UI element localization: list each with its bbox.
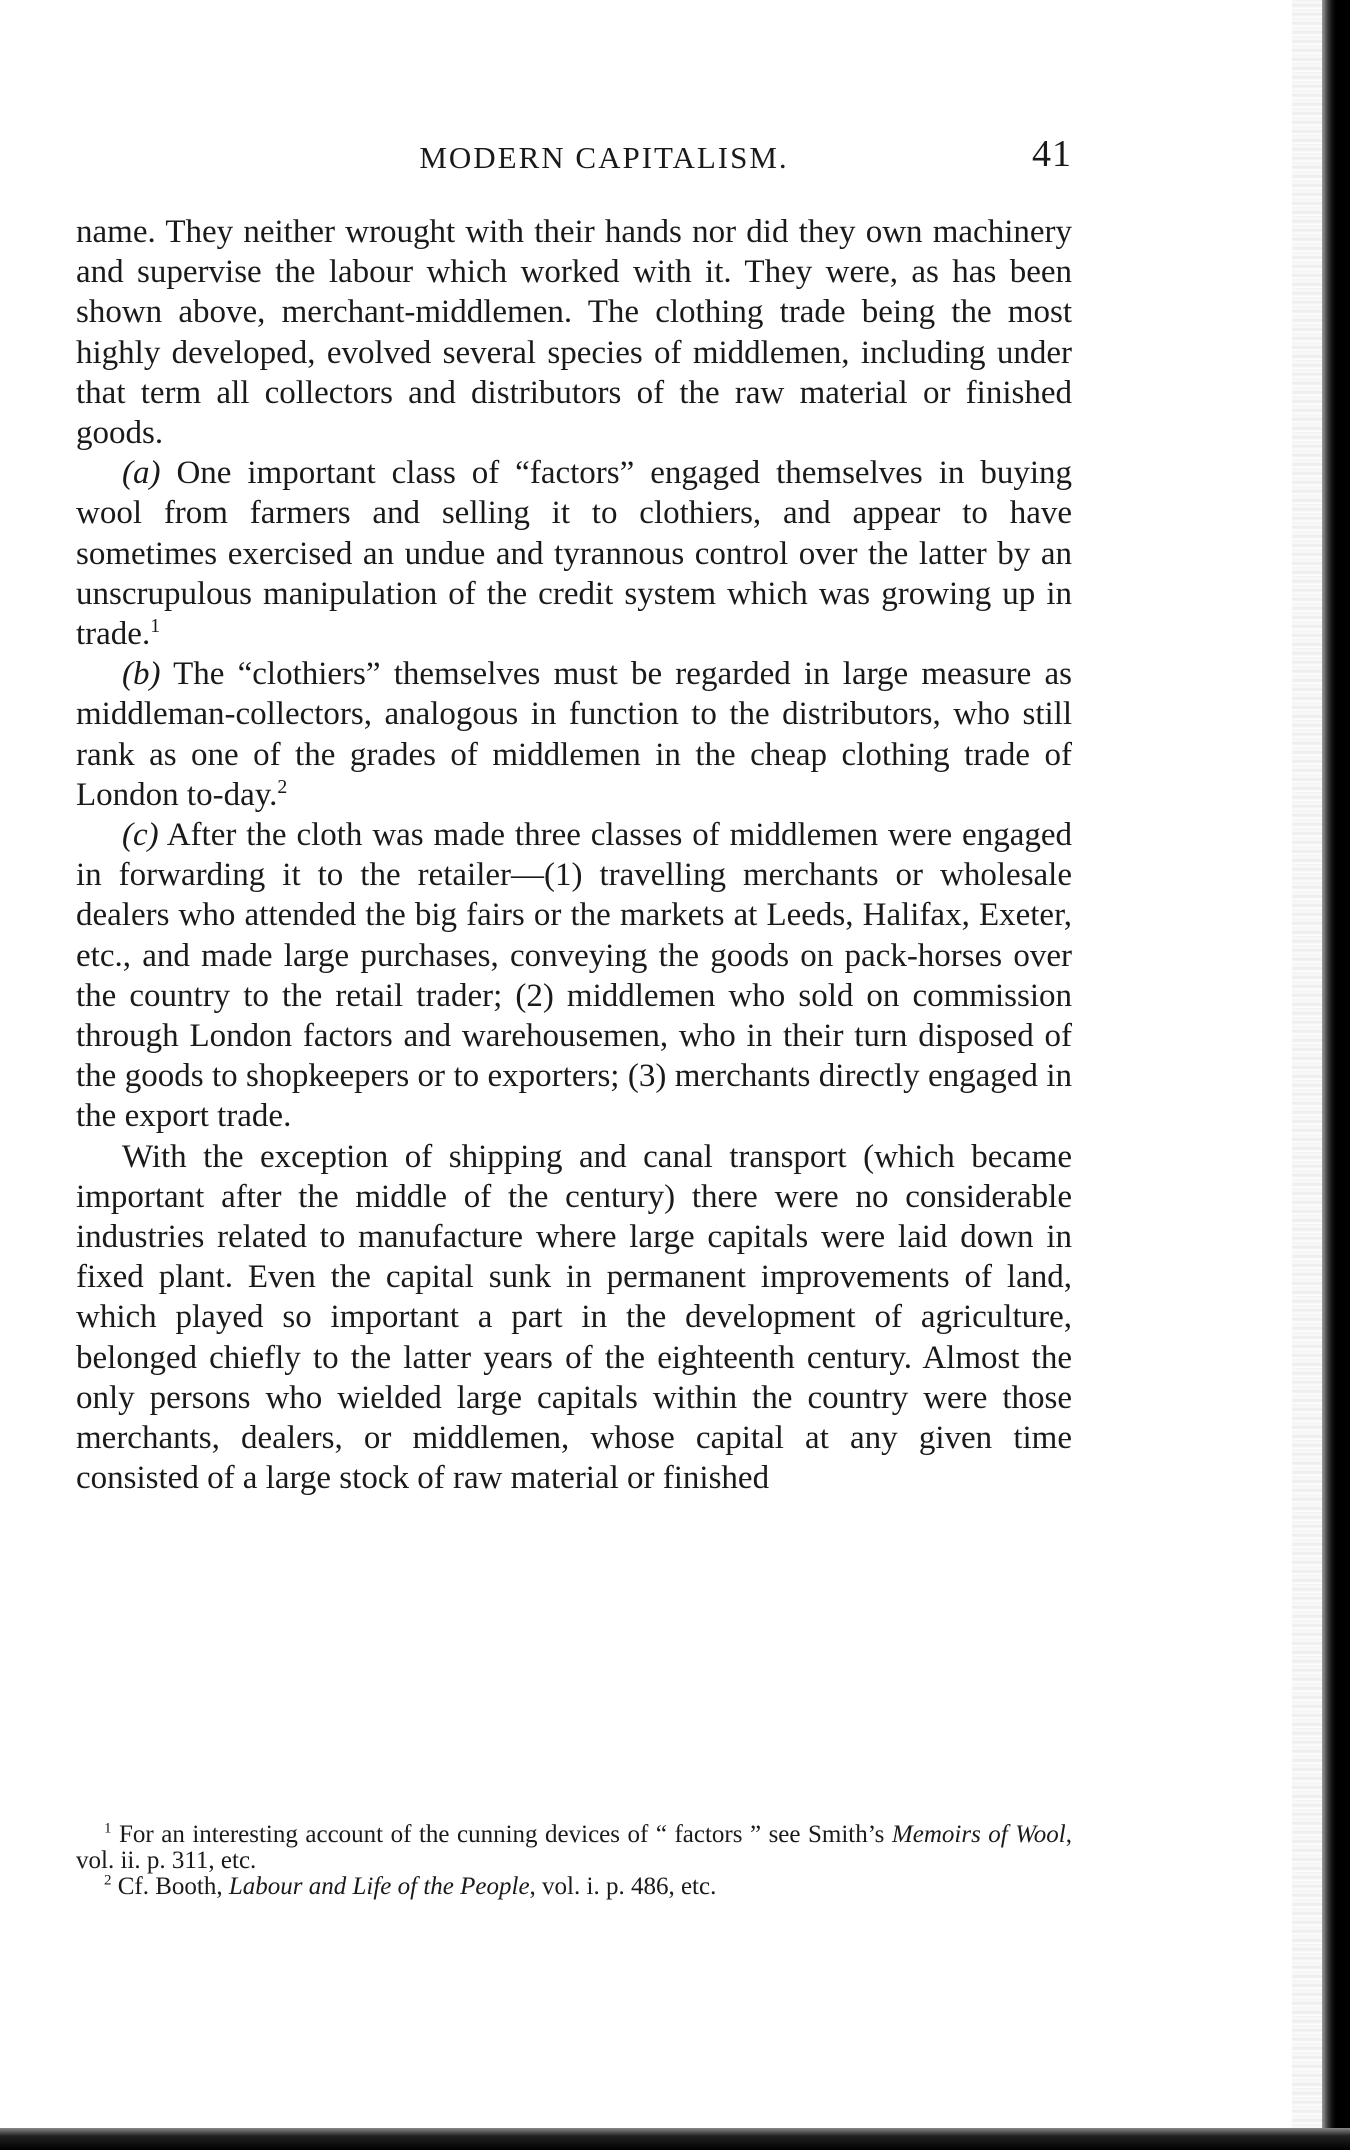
paragraph-text: After the cloth was made three classes of middlemen were engaged in forwarding it to the retailer—(1) travelling merchants or wholesale dealers who attended the big fairs or the markets at Leeds, Halifax, Exeter, etc., and made large purchases, conveying the goods on pack-horses over the country to the retail trader; (2) middlemen who sold on commission through London factors and warehousemen, who in their turn disposed of the goods to shopkeepers or to exporters; (3) merchants directly engaged in the export trade. xyxy=(76,817,1072,1135)
footnote xyxy=(76,1874,1072,1900)
footnote-ref: 2 xyxy=(277,775,288,798)
footnote-marker: 2 xyxy=(104,1872,112,1889)
running-title: MODERN CAPITALISM. xyxy=(419,140,789,175)
paragraph-label: (b) xyxy=(122,656,161,693)
footnote-title: Labour and Life of the People xyxy=(228,1873,530,1900)
paragraph-text: One important class of “factors” engaged themselves in buying wool from farmers and selling it to clothiers, and appear to have sometimes exercised an undue and tyrannous control over the latter by an unscrupulous manipulation of the credit system which was growing up in trade. xyxy=(76,455,1072,653)
body-text xyxy=(76,212,1072,1499)
paragraph-text: name. They neither wrought with their hands nor did they own machinery and supervise the labour which worked with it. They were, as has been shown above, merchant-middlemen. The clothing trade being the most highly developed, evolved several species of middlemen, including under that term all collectors and distributors of the raw material or finished goods. xyxy=(76,214,1072,452)
paragraph-label: (c) xyxy=(122,817,159,854)
footnote-text: , vol. i. p. 486, etc. xyxy=(529,1873,717,1900)
paragraph-text: With the exception of shipping and canal transport (which became important after the middle of the century) there were no considerable industries related to manufacture where large capitals were laid down in fixed plant. Even the capital sunk in permanent improvements of land, which played so important a part in the development of agriculture, belonged chiefly to the latter years of the eighteenth century. Almost the only persons who wielded large capitals within the country were those merchants, dealers, or middlemen, whose capital at any given time consisted of a large stock of raw material or finished xyxy=(76,1138,1072,1497)
binding-edge xyxy=(1322,0,1350,2150)
footnotes xyxy=(76,1822,1072,1900)
paragraph xyxy=(76,1137,1072,1499)
footnote-marker: 1 xyxy=(104,1820,112,1837)
paragraph-label: (a) xyxy=(122,455,161,492)
page-number: 41 xyxy=(1032,133,1072,175)
paragraph xyxy=(76,815,1072,1137)
footnote-text: For an interesting account of the cunning devices of “ factors ” see Smith’s xyxy=(111,1821,892,1848)
paragraph xyxy=(76,654,1072,815)
footnote xyxy=(76,1822,1072,1874)
footnote-text: Cf. Booth, xyxy=(111,1873,229,1900)
paragraph xyxy=(76,453,1072,654)
running-head xyxy=(76,132,1072,180)
paragraph-text: The “clothiers” themselves must be regarded in large measure as middleman-collectors, analogous in function to the distributors, who still rank as one of the grades of middlemen in the cheap clothing trade of London to-day. xyxy=(76,656,1072,813)
footnote-title: Memoirs of Wool xyxy=(891,1821,1066,1848)
footnote-text: , vol. ii. p. 311, etc. xyxy=(76,1821,1072,1874)
footnote-ref: 1 xyxy=(150,615,161,638)
paragraph xyxy=(76,212,1072,453)
bottom-scan-edge xyxy=(0,2128,1350,2150)
binding-shadow xyxy=(1292,0,1322,2150)
